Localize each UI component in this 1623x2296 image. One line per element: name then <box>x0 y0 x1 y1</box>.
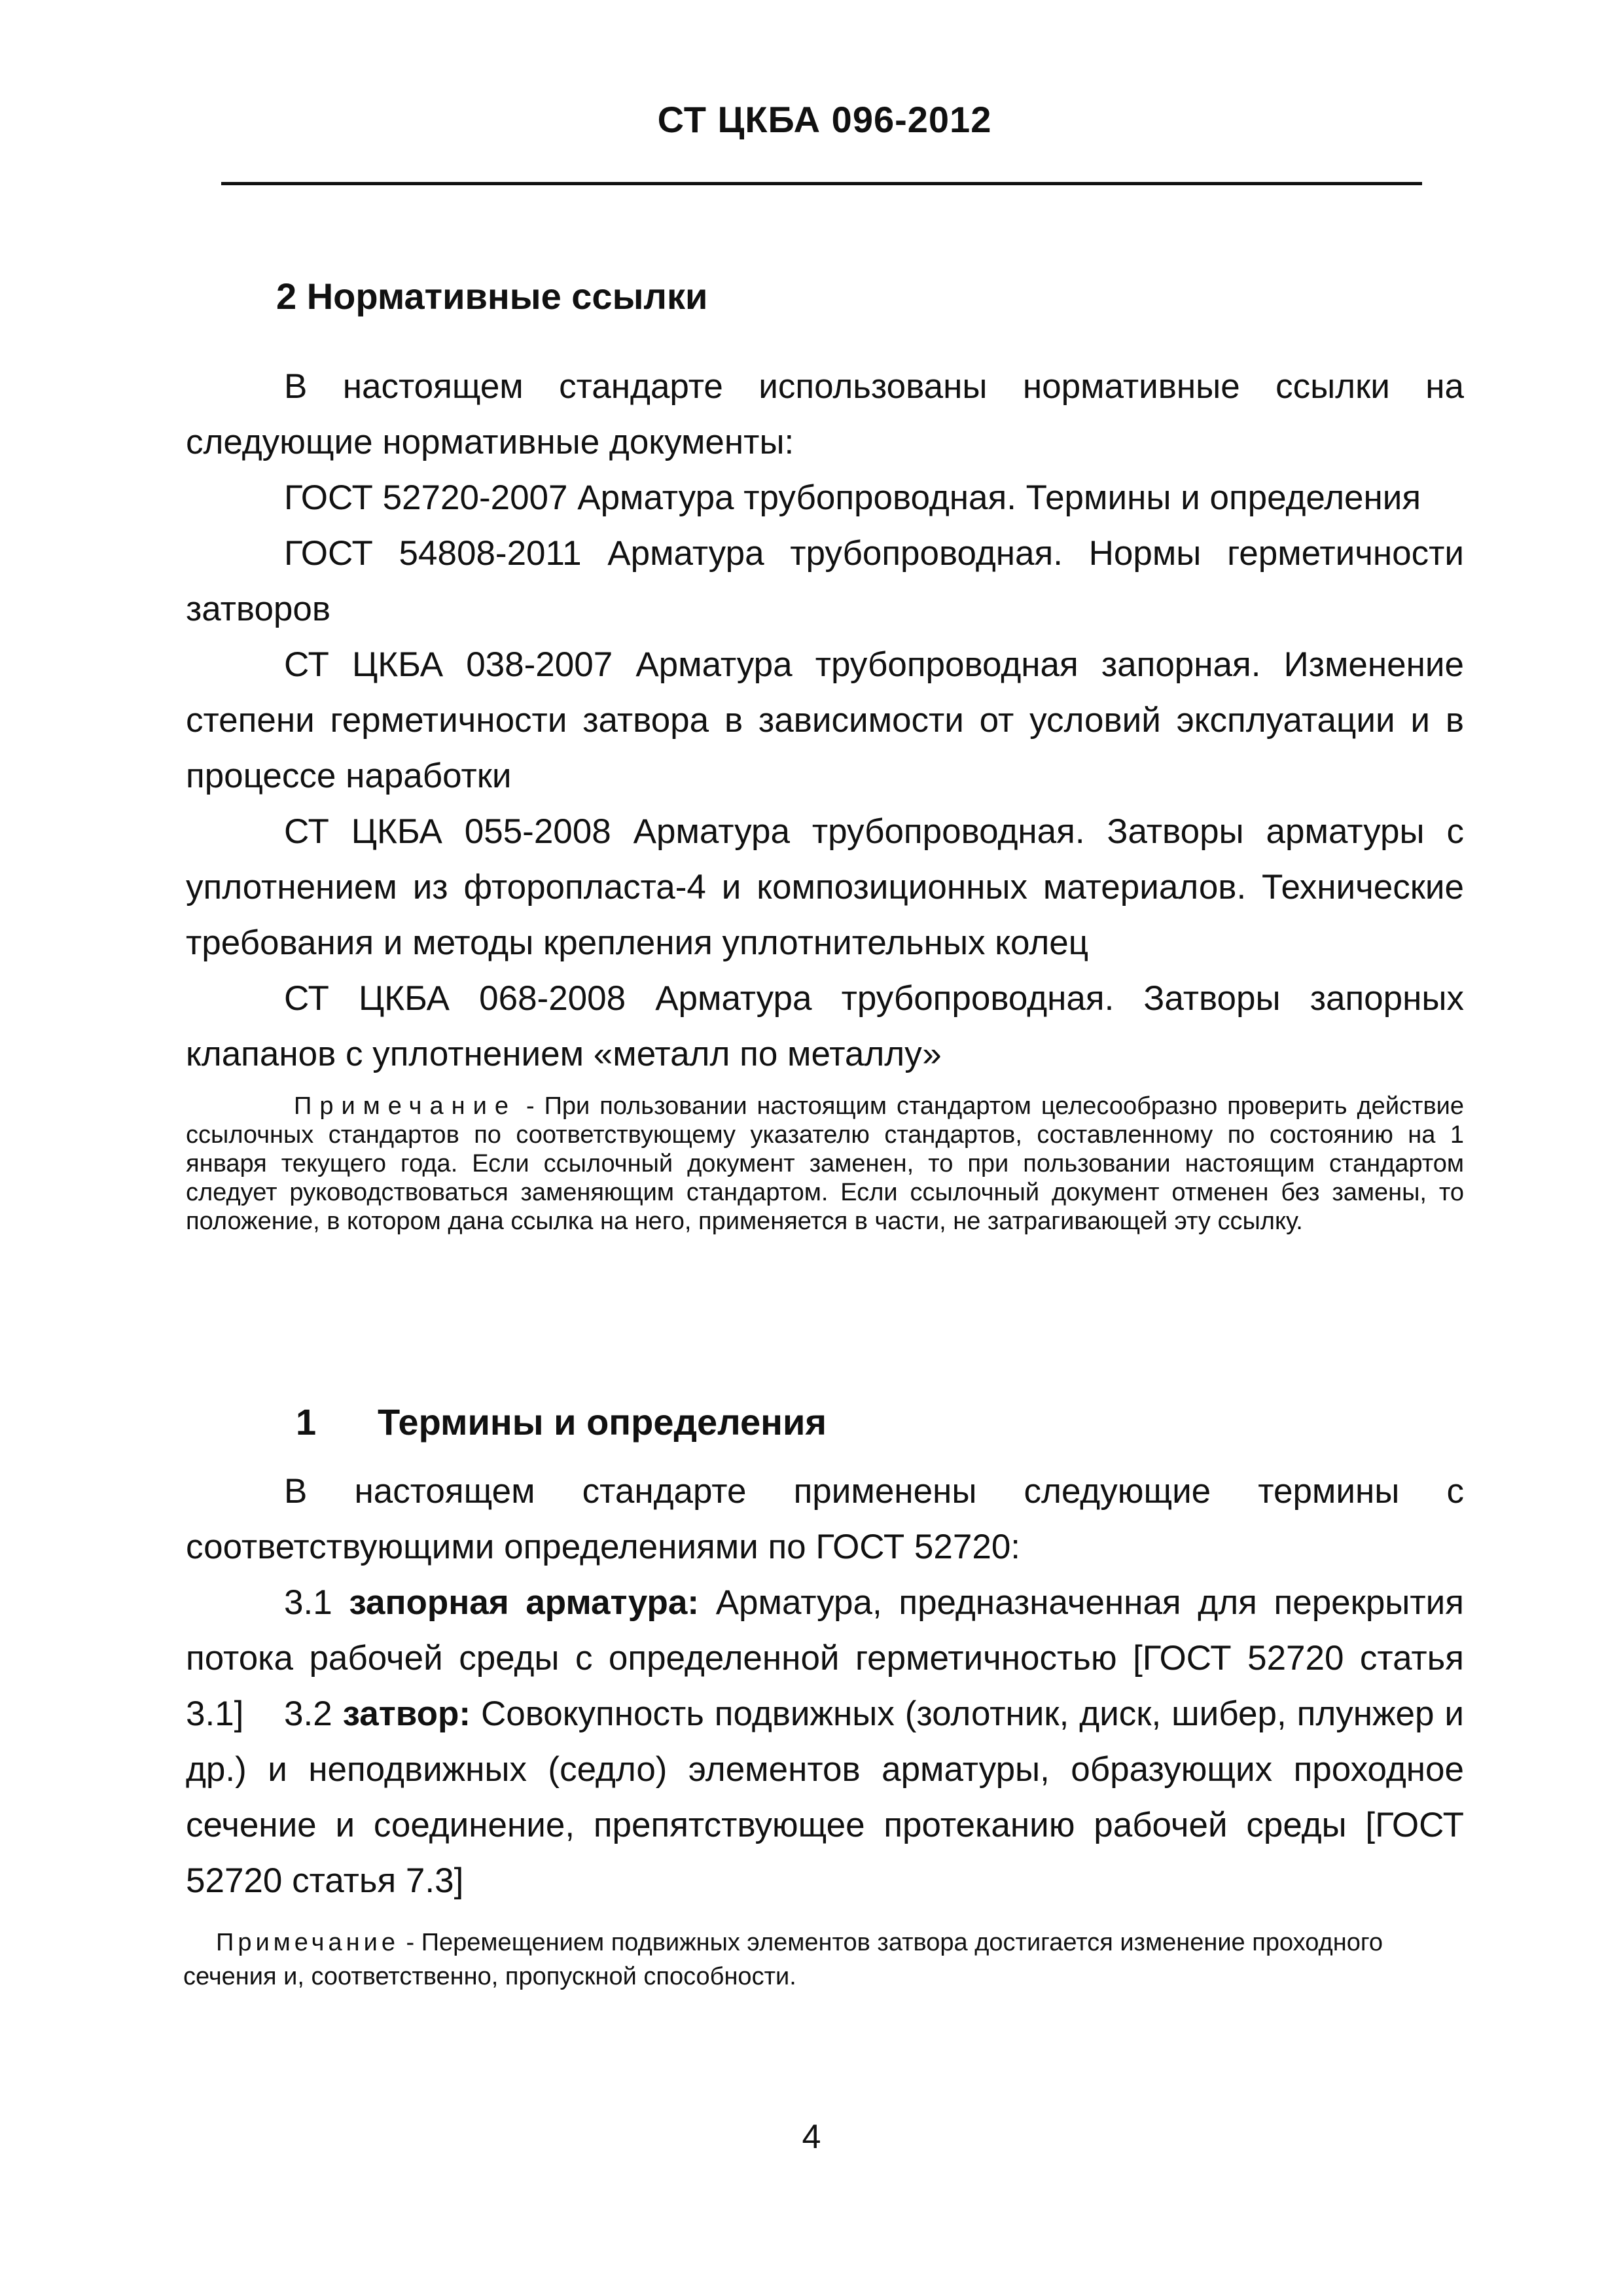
document-code: СТ ЦКБА 096-2012 <box>657 99 992 140</box>
note-label: Примечание <box>216 1929 399 1956</box>
note-text: - Перемещением подвижных элементов затвора достигается изменение проходного сечения и, соответственно, пропускной способности. <box>183 1929 1383 1990</box>
term-definition: Совокупность подвижных (золотник, диск, шибер, плунжер и др.) и неподвижных (седло) элементов арматуры, образующих проходное сечение и соединение, препятствующее протеканию рабочей среды [ГОСТ 52720 статья 7.3] <box>186 1695 1464 1900</box>
reference-item: СТ ЦКБА 055-2008 Арматура трубопроводная. Затворы арматуры с уплотнением из фторопласта-4 и композиционных материалов. Технические требования и методы крепления уплотнительных колец <box>186 812 1464 962</box>
terms-note <box>183 1926 1461 1994</box>
reference-item: ГОСТ 54808-2011 Арматура трубопроводная. Нормы герметичности затворов <box>186 534 1464 628</box>
terms-intro: В настоящем стандарте применены следующие термины с соответствующими определениями по ГОСТ 52720: <box>186 1472 1464 1566</box>
section-title-terms <box>296 1401 827 1443</box>
term-definition: Арматура, предназначенная для перекрытия потока рабочей среды с определенной герметичностью [ГОСТ 52720 статья 3.1] <box>186 1583 1464 1733</box>
note-text: - При пользовании настоящим стандартом целесообразно проверить действие ссылочных стандартов по соответствующему указателю стандартов, составленному по состоянию на 1 января текущего года. Если ссылочный документ заменен, то при пользовании настоящим стандартом следует руководствоваться заменяющим стандартом. Если ссылочный документ отменен без замены, то положение, в котором дана ссылка на него, применяется в части, не затрагивающей эту ссылку. <box>186 1092 1464 1235</box>
term-number: 3.2 <box>284 1695 332 1733</box>
page-number: 4 <box>802 2118 821 2156</box>
term-name: запорная арматура: <box>349 1583 700 1622</box>
reference-item: СТ ЦКБА 068-2008 Арматура трубопроводная. Затворы запорных клапанов с уплотнением «металл по металлу» <box>186 979 1464 1073</box>
section-title-references: 2 Нормативные ссылки <box>276 276 708 317</box>
references-intro: В настоящем стандарте использованы нормативные ссылки на следующие нормативные документы: <box>186 367 1464 461</box>
reference-item: СТ ЦКБА 038-2007 Арматура трубопроводная запорная. Изменение степени герметичности затвора в зависимости от условий эксплуатации и в процессе наработки <box>186 645 1464 795</box>
reference-item: ГОСТ 52720-2007 Арматура трубопроводная. Термины и определения <box>284 478 1421 517</box>
header-divider <box>221 182 1422 185</box>
section-number: 1 <box>296 1401 317 1443</box>
term-name: затвор: <box>342 1695 471 1733</box>
term-number: 3.1 <box>284 1583 332 1622</box>
section-title-text: Термины и определения <box>378 1401 827 1443</box>
references-note <box>186 1092 1464 1236</box>
term-entry <box>186 1686 1464 1909</box>
note-label: Примечание <box>294 1092 516 1120</box>
